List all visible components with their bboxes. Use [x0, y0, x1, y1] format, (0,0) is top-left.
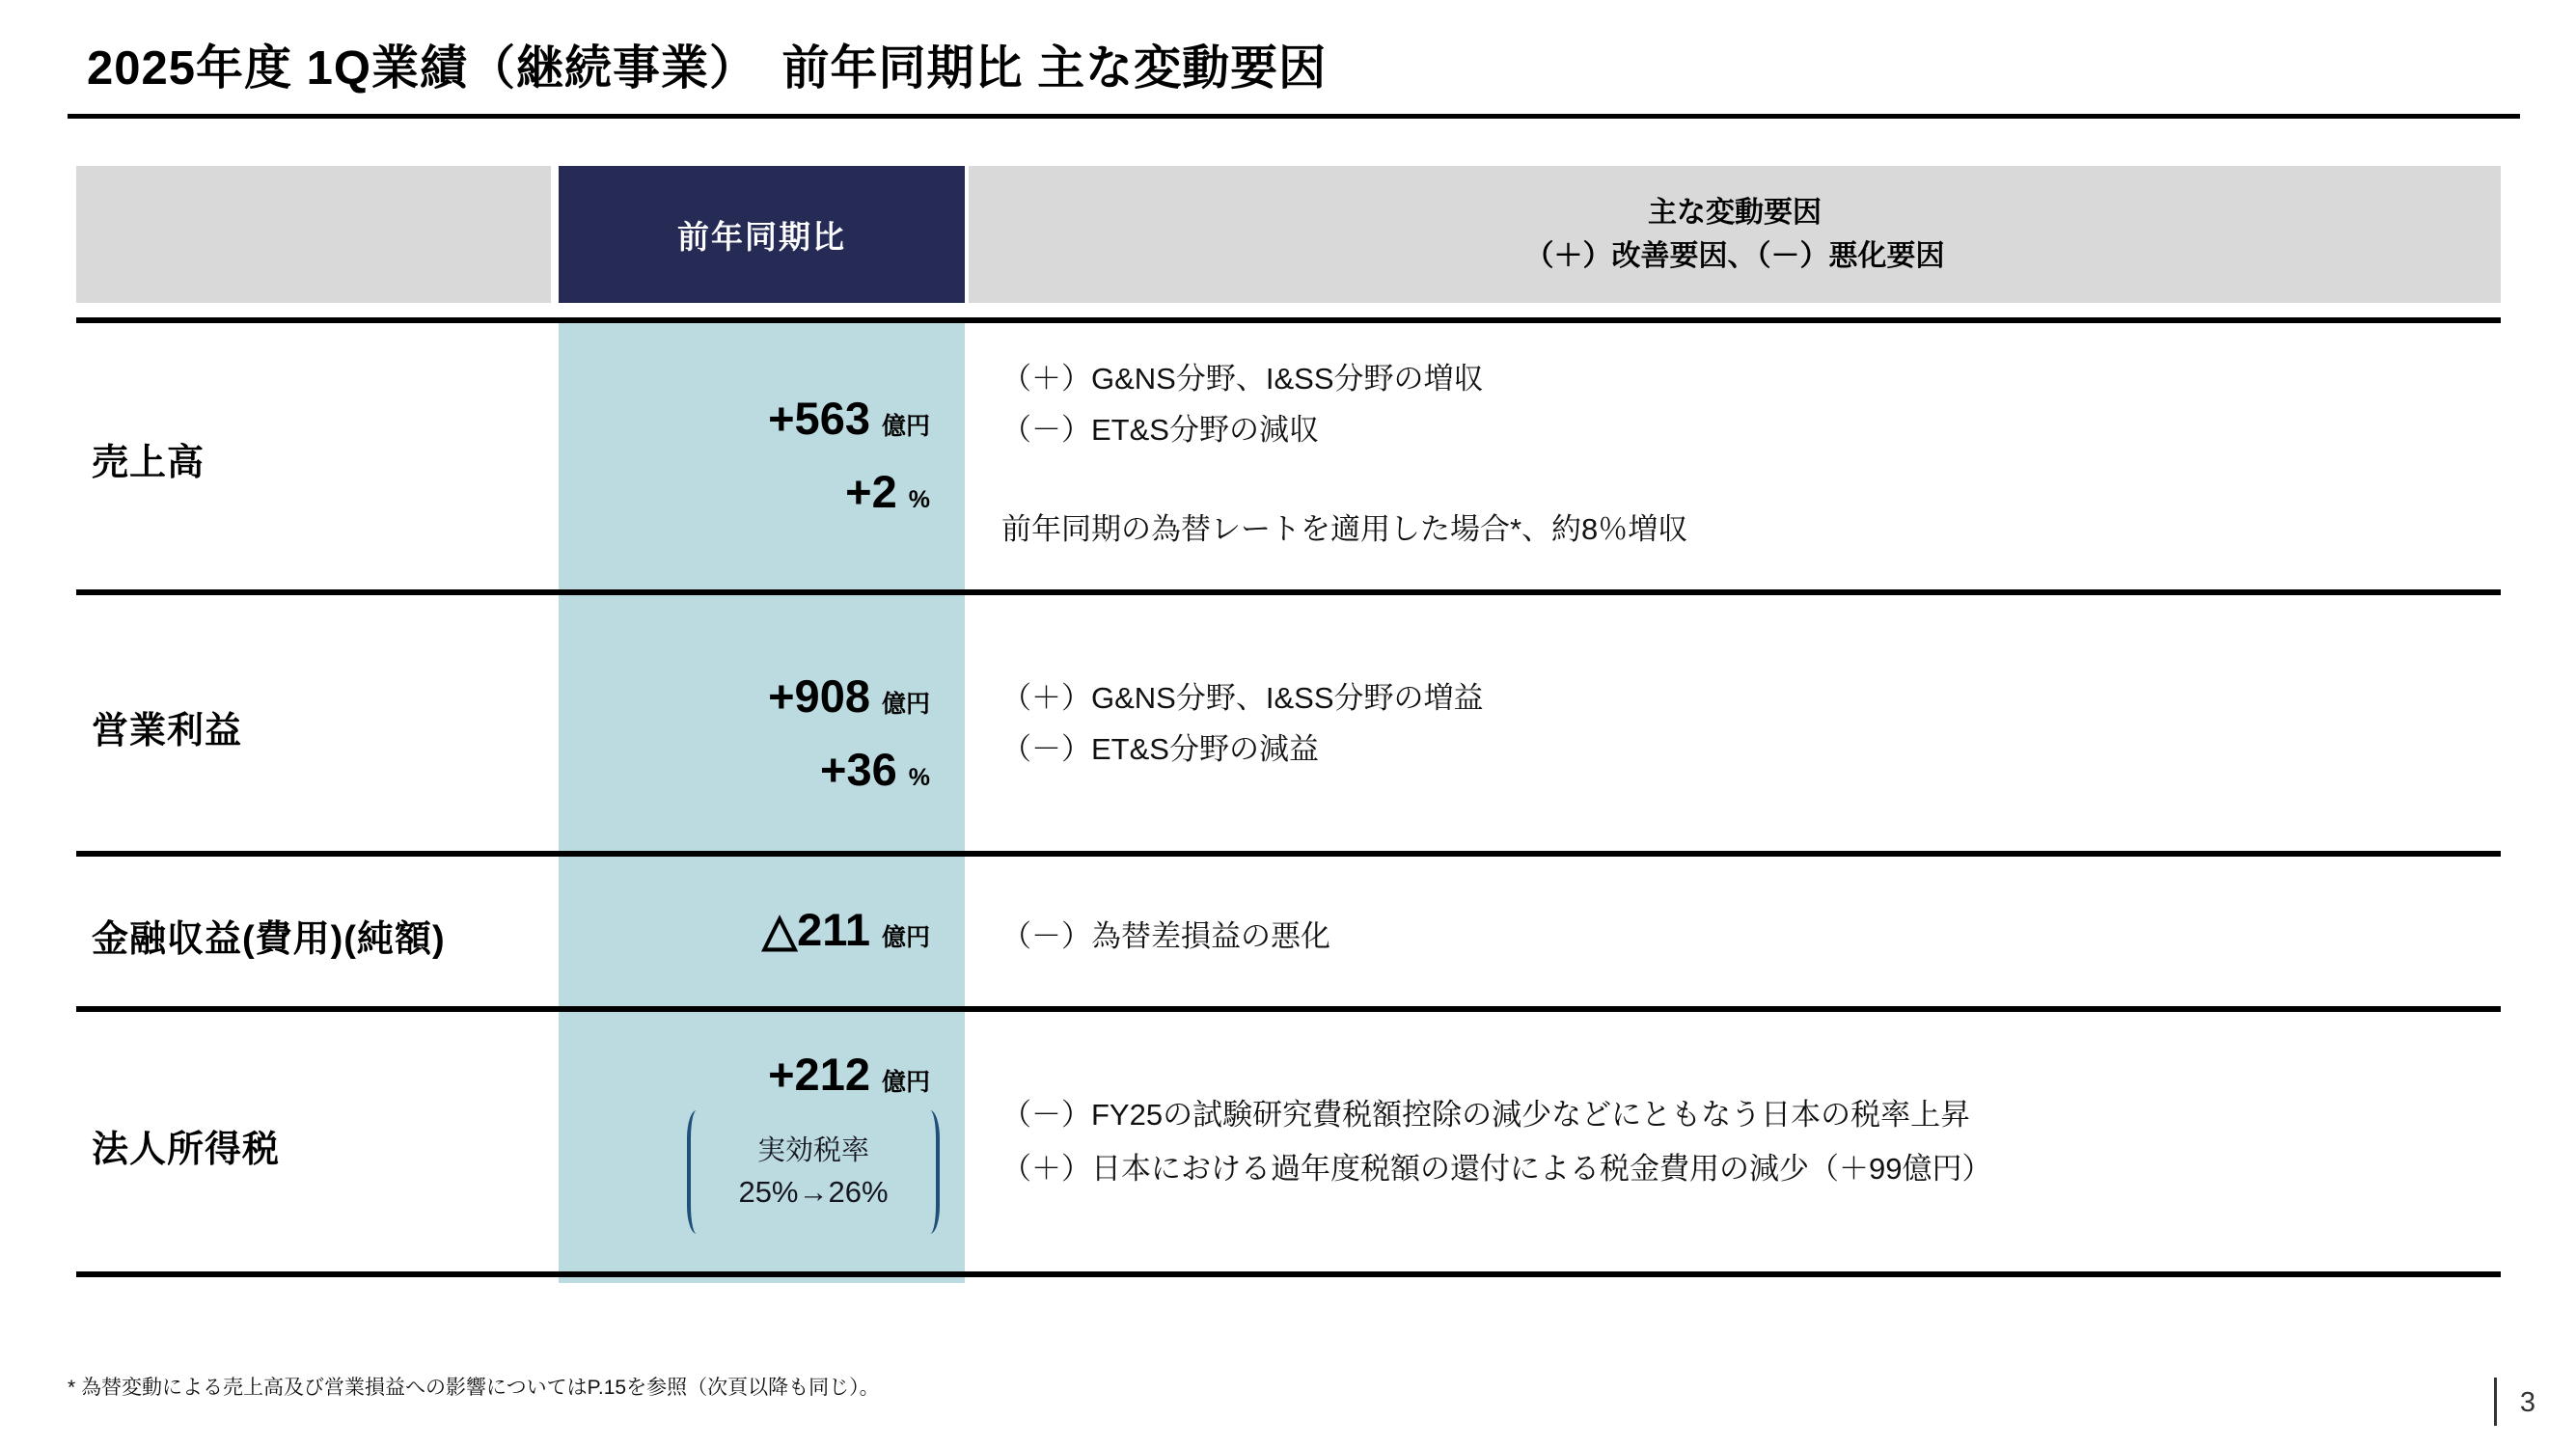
separator-row2: [76, 851, 2501, 857]
bracket-right: [920, 1110, 940, 1234]
sales-value-percent: +2 %: [845, 466, 930, 517]
title-underline: [68, 114, 2520, 119]
factor-line: （－）ET&S分野の減益: [1001, 732, 1319, 766]
operating-income-percent: +36 %: [820, 744, 930, 795]
page-number-divider: [2494, 1378, 2497, 1426]
row-label-income-taxes: 法人所得税: [92, 1130, 281, 1170]
factor-line: （＋）日本における過年度税額の還付による税金費用の減少（＋99億円）: [1001, 1152, 1992, 1186]
row-label-operating-income: 営業利益: [92, 711, 243, 751]
row-label-financial-income: 金融収益(費用)(純額): [92, 919, 446, 960]
income-taxes-amount: +212 億円: [768, 1049, 930, 1100]
factor-line: （－）為替差損益の悪化: [1001, 919, 1330, 953]
yoy-header-label: 前年同期比: [677, 218, 846, 255]
tax-rate-label: 実効税率: [756, 1135, 869, 1166]
row-label-sales: 売上高: [92, 443, 206, 483]
page-number: 3: [2519, 1387, 2536, 1418]
factor-line: （＋）G&NS分野、I&SS分野の増益: [1001, 681, 1484, 715]
yoy-value-sales: [559, 388, 965, 534]
factors-sales: [1001, 353, 1687, 555]
sales-value-amount: +563 億円: [768, 393, 930, 444]
factors-header-line2: （＋）改善要因、（－）悪化要因: [1524, 240, 1945, 272]
header-cell-empty: [76, 166, 551, 303]
factor-line: （＋）G&NS分野、I&SS分野の増収: [1001, 362, 1484, 396]
factor-line: （－）ET&S分野の減収: [1001, 413, 1319, 447]
factors-operating-income: [1001, 672, 1484, 775]
operating-income-amount: +908 億円: [768, 670, 930, 722]
factors-financial-income: [1001, 911, 1330, 962]
separator-row1: [76, 589, 2501, 595]
yoy-value-income-taxes: [559, 1044, 965, 1117]
effective-tax-rate-note: [687, 1107, 940, 1237]
financial-income-amount: △211 億円: [762, 904, 930, 955]
separator-row3: [76, 1006, 2501, 1012]
tax-rate-change: 25%→26%: [738, 1175, 889, 1209]
footnote: * 為替変動による売上高及び営業損益への影響についてはP.15を参照（次頁以降も同じ）。: [68, 1377, 880, 1399]
header-cell-yoy: [559, 166, 965, 303]
factor-line: （－）FY25の試験研究費税額控除の減少などにともなう日本の税率上昇: [1001, 1098, 1971, 1132]
factors-header-line1: 主な変動要因: [1648, 197, 1822, 229]
yoy-value-operating-income: [559, 666, 965, 812]
page-title: 2025年度 1Q業績（継続事業） 前年同期比 主な変動要因: [87, 42, 1328, 95]
header-cell-factors: [969, 166, 2501, 303]
yoy-value-financial-income: [559, 899, 965, 972]
factors-income-taxes: [1001, 1088, 1991, 1196]
fx-rate-note: 前年同期の為替レートを適用した場合*、約8％増収: [1001, 512, 1688, 546]
separator-bottom: [76, 1271, 2501, 1277]
separator-header: [76, 317, 2501, 323]
bracket-left: [687, 1110, 706, 1234]
